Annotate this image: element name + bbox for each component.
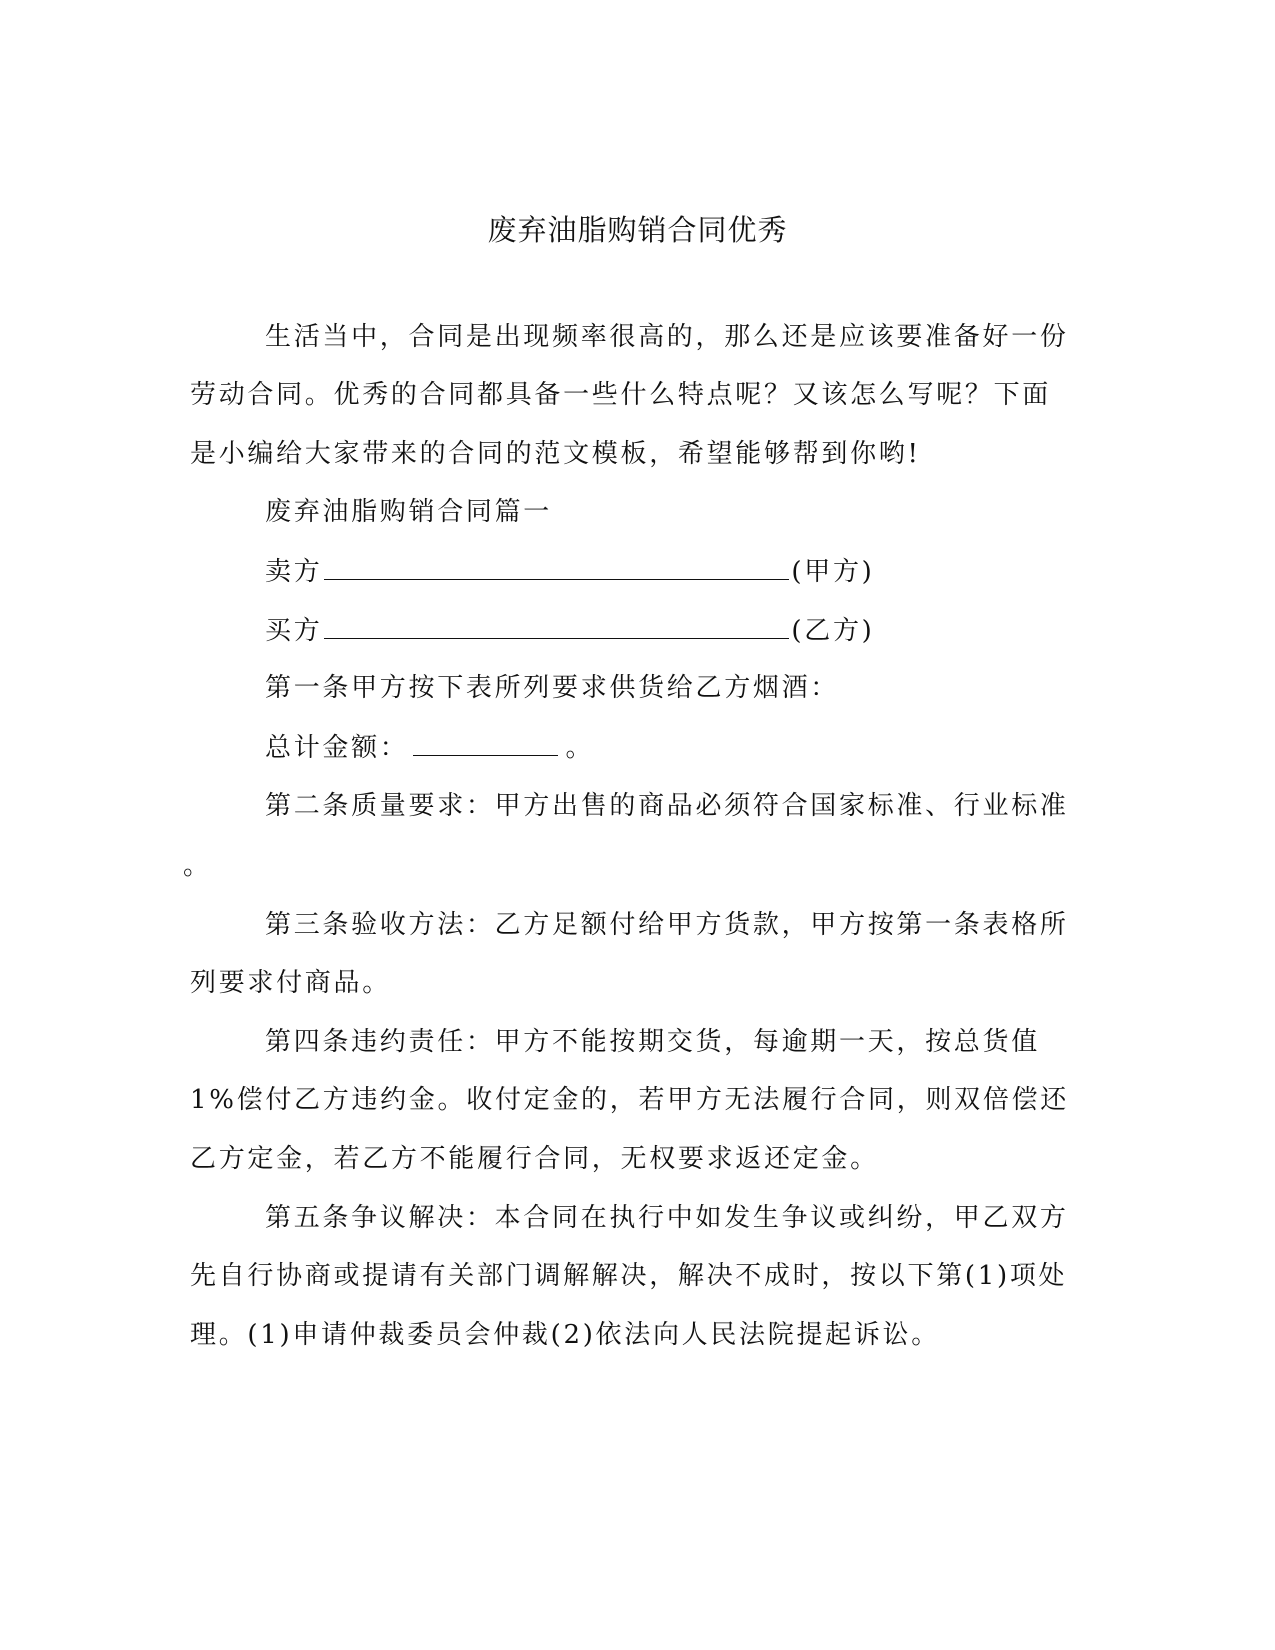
buyer-blank bbox=[324, 610, 789, 639]
article-4-line-3: 乙方定金，若乙方不能履行合同，无权要求返还定金。 bbox=[190, 1144, 879, 1174]
buyer-line bbox=[265, 610, 875, 650]
article-1: 第一条甲方按下表所列要求供货给乙方烟酒： bbox=[265, 673, 840, 703]
article-2-line-1: 第二条质量要求：甲方出售的商品必须符合国家标准、行业标准 bbox=[265, 791, 1069, 821]
total-label: 总计金额： bbox=[265, 733, 409, 763]
total-blank bbox=[413, 727, 558, 756]
article-3-line-1: 第三条验收方法：乙方足额付给甲方货款，甲方按第一条表格所 bbox=[265, 910, 1069, 940]
buyer-suffix: (乙方) bbox=[791, 616, 875, 646]
intro-line-1: 生活当中，合同是出现频率很高的，那么还是应该要准备好一份 bbox=[265, 322, 1069, 352]
seller-label: 卖方 bbox=[265, 557, 323, 587]
article-2-line-2: 。 bbox=[183, 851, 212, 881]
seller-blank bbox=[324, 551, 789, 580]
section-heading: 废弃油脂购销合同篇一 bbox=[265, 497, 553, 527]
document-title: 废弃油脂购销合同优秀 bbox=[487, 213, 788, 247]
article-4-line-1: 第四条违约责任：甲方不能按期交货，每逾期一天，按总货值 bbox=[265, 1027, 1040, 1057]
article-3-line-2: 列要求付商品。 bbox=[190, 968, 391, 998]
seller-suffix: (甲方) bbox=[791, 557, 875, 587]
intro-line-2: 劳动合同。优秀的合同都具备一些什么特点呢？又该怎么写呢？下面 bbox=[190, 380, 1052, 410]
total-amount-line bbox=[265, 727, 594, 767]
article-5-line-2: 先自行协商或提请有关部门调解解决，解决不成时，按以下第(1)项处 bbox=[190, 1261, 1068, 1291]
article-5-line-3: 理。(1)申请仲裁委员会仲裁(2)依法向人民法院提起诉讼。 bbox=[190, 1320, 940, 1350]
article-5-line-1: 第五条争议解决：本合同在执行中如发生争议或纠纷，甲乙双方 bbox=[265, 1203, 1069, 1233]
seller-line bbox=[265, 551, 875, 591]
total-suffix: 。 bbox=[565, 733, 595, 763]
intro-line-3: 是小编给大家带来的合同的范文模板，希望能够帮到你哟! bbox=[190, 439, 921, 469]
article-4-line-2: 1%偿付乙方违约金。收付定金的，若甲方无法履行合同，则双倍偿还 bbox=[190, 1085, 1069, 1115]
buyer-label: 买方 bbox=[265, 616, 323, 646]
